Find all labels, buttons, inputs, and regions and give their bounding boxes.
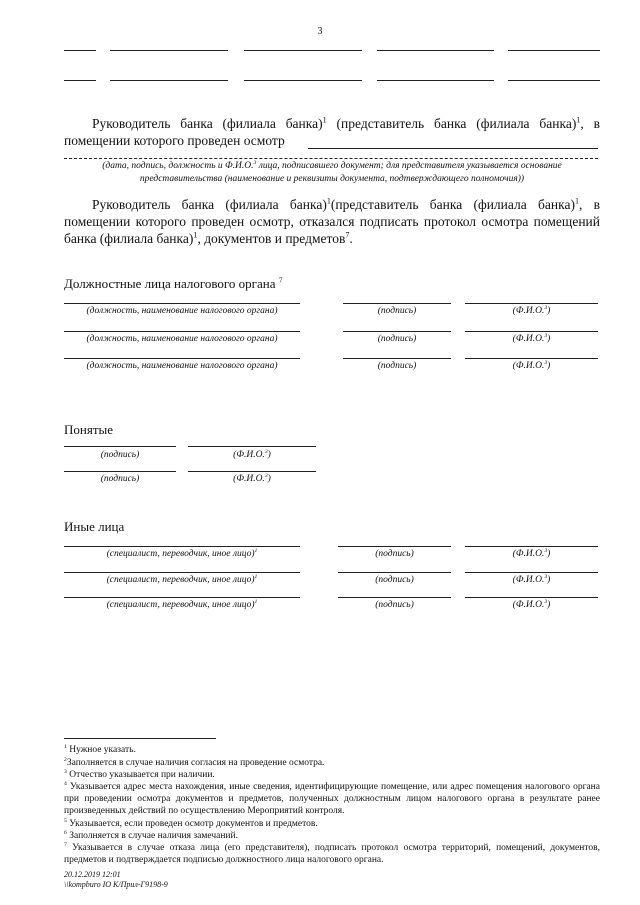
- bank-head-paragraph: Руководитель банка (филиала банка)$^1$ (представитель банка (филиала банка)$^1$, в помещении которого проведен осмотр: [64, 115, 601, 148]
- file-path: \\kompburo IO K/Прил-Г9198-9: [64, 880, 168, 889]
- signature-line: [64, 158, 598, 159]
- officials-title: Должностные лица налогового органа $^7$: [64, 275, 283, 291]
- footnote-3: $^3$ Отчество указывается при наличии.: [64, 768, 215, 780]
- others-title: Иные лица: [64, 519, 125, 534]
- footnote-1: $^1$ Нужное указать.: [64, 743, 136, 755]
- refusal-paragraph: Руководитель банка (филиала банка)$^1$(представитель банка (филиала банка)$^1$, в помещении которого проведен осмотр, отказался подписать протокол осмотра помещений банка (филиала банка)$^1$, документов и предметов$^7$.: [64, 196, 601, 246]
- footnote-7: $^7$ Указывается в случае отказа лица (его представителя), подписать протокол осмотра территорий, помещений, документов, предметов и подтверждается подписью должностного лица налогового органа.: [64, 841, 600, 866]
- footnote-4: $^4$ Указывается адрес места нахождения, иные сведения, идентифицирующие помещение, или адрес помещения налогового органа при проведении осмотра документов и предметов, полученных должностным лицом налогового органа в результате ранее произведенных действий по осуществлению Мероприятий контроля.: [64, 780, 600, 817]
- witnesses-title: Понятые: [64, 422, 114, 437]
- signature-line: [308, 148, 598, 149]
- footnote-2: $^2$Заполняется в случае наличия согласия на проведение осмотра.: [64, 756, 325, 768]
- print-date: 20.12.2019 12:01: [64, 870, 121, 879]
- page-number: 3: [317, 26, 323, 37]
- footnote-5: $^5$ Указывается, если проведен осмотр документов и предметов.: [64, 817, 318, 829]
- footnote-6: $^6$ Заполняется в случае наличия замечаний.: [64, 829, 238, 841]
- footnote-separator: [64, 738, 216, 739]
- signature-note: (дата, подпись, должность и Ф.И.О.$^3$ лица, подписавшего документ; для представителя указывается основание представительства (наименование и реквизиты документа, подтверждающего полномочия)): [102, 159, 562, 184]
